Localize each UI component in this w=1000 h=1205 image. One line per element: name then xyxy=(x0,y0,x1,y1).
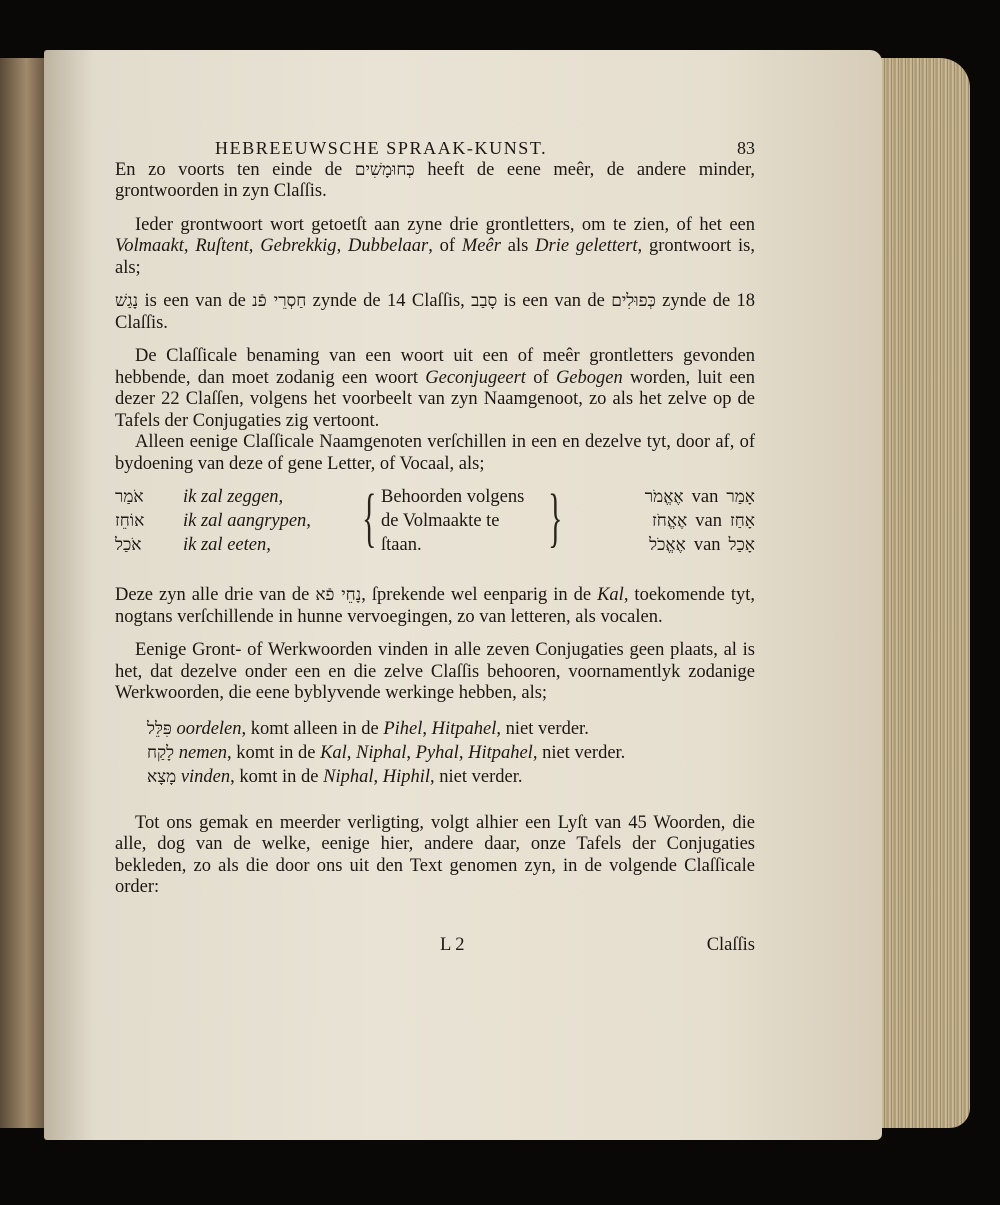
verb-example xyxy=(147,717,755,741)
term: Volmaakt xyxy=(115,236,184,256)
term: Geconjugeert xyxy=(425,367,526,388)
hebrew-word: סָבַב xyxy=(471,291,498,311)
punct: , xyxy=(373,766,379,787)
text-run: De Claſſicale benaming van een woort uit een of meêr grontletters gevonden hebbende, dan moet zodanig een woort xyxy=(115,346,755,388)
punct: , xyxy=(248,236,254,256)
example-right-column xyxy=(567,485,755,557)
hebrew-word: אֶאֱחֹז xyxy=(652,511,688,531)
punct: , xyxy=(336,236,342,256)
term: Kal xyxy=(320,742,347,763)
hebrew-word: אָכַל xyxy=(728,535,755,555)
hebrew-word: לָקַח xyxy=(147,742,175,763)
paragraph-4 xyxy=(115,346,755,432)
text-run: , komt alleen in de xyxy=(241,718,379,739)
hebrew-word: כְּחוּמָשִׁים xyxy=(354,159,415,180)
hebrew-word: אֹמַר xyxy=(115,487,144,507)
page-text xyxy=(115,138,755,956)
term: Dubbelaar xyxy=(348,236,429,256)
running-title: HEBREEUWSCHE SPRAAK-KUNST. xyxy=(215,138,548,158)
text-run: als xyxy=(507,236,529,256)
example-row xyxy=(115,509,355,533)
term: Gebogen xyxy=(555,367,623,388)
example-row xyxy=(115,533,355,557)
signature-mark: L 2 xyxy=(440,934,465,955)
hebrew-word: נָחֵי פֿא xyxy=(315,585,362,605)
text-run: van xyxy=(691,487,719,507)
left-brace: { xyxy=(362,481,377,554)
term: Ruſtent xyxy=(195,236,249,256)
text-run: Behoorden volgens xyxy=(381,487,525,507)
text-run: , toekomende tyt, nogtans verſchillende in hunne vervoegingen, zo van letteren, als vocalen. xyxy=(115,585,756,627)
hebrew-word: פִּלֵּל xyxy=(147,718,172,739)
term: Hiphil xyxy=(382,766,431,787)
paragraph-7: Eenige Gront- of Werkwoorden vinden in alle zeven Conjugaties geen plaats, al is het, dat dezelve onder een en die zelve Claſſis behooren, voornamentlyk zodanige Werkwoorden, die eene byblyvende werkinge hebben, als; xyxy=(115,640,755,703)
facing-page-edge xyxy=(0,58,44,1128)
text-run: ſtaan. xyxy=(381,535,422,555)
text-run: de Volmaakte te xyxy=(381,511,500,531)
punct: , xyxy=(406,742,412,763)
right-brace: } xyxy=(548,481,563,554)
paragraph-1 xyxy=(115,160,755,203)
hebrew-word: כְּפוּלִים xyxy=(611,291,656,311)
text-run: zynde de 14 Claſſis, xyxy=(312,291,465,311)
term: Niphal xyxy=(356,742,407,763)
meaning: nemen xyxy=(178,742,228,763)
hebrew-word: אָחַז xyxy=(729,511,755,531)
page-footer xyxy=(115,935,755,957)
catchword: Claſſis xyxy=(706,934,755,955)
term: Hitpahel xyxy=(468,742,533,763)
text-run: , niet verder. xyxy=(496,718,589,739)
punct: , xyxy=(346,742,352,763)
term: Pyhal xyxy=(415,742,459,763)
meaning: ik zal zeggen, xyxy=(183,487,284,507)
term: Drie gelettert xyxy=(535,236,638,256)
hebrew-word: חַסְרֵי פֿנ xyxy=(252,291,307,311)
punct: , xyxy=(458,742,464,763)
hebrew-word: אֹכַל xyxy=(115,535,142,555)
hebrew-word: אָמַר xyxy=(726,487,755,507)
text-run: Ieder grontwoort wort getoetſt aan zyne drie grontletters, om te zien, of het een xyxy=(135,214,755,235)
text-run: of xyxy=(533,367,549,388)
running-header xyxy=(115,138,755,160)
term: Niphal xyxy=(323,766,374,787)
text-run: , grontwoort is, als; xyxy=(115,236,756,278)
hebrew-word: נָגַשׁ xyxy=(115,291,139,311)
paragraph-8: Tot ons gemak en meerder verligting, volgt alhier een Lyſt van 45 Woorden, die alle, dog van de welke, eenige hier, andere daar, onze Tafels der Conjugaties bekleden, zo als die door ons uit den Text genomen zyn, in de volgende Claſſicale order: xyxy=(115,812,755,897)
text-run: , niet verder. xyxy=(430,766,523,787)
term: Kal xyxy=(597,585,624,605)
text-run: van xyxy=(695,511,722,531)
paragraph-5: Alleen eenige Claſſicale Naamgenoten verſchillen in een en dezelve tyt, door af, of bydoening van deze of gene Letter, of Vocaal, als; xyxy=(115,432,755,474)
example-table xyxy=(115,481,755,557)
text-run: worden, luit een dezer 22 Claſſen, volgens het voorbeelt van zyn Naamgenoot, zo als het zelve op de Tafels der Conjugaties zig vertoont. xyxy=(115,367,756,431)
hebrew-word: אֶאֱכֹל xyxy=(649,535,686,555)
verb-example xyxy=(147,765,755,789)
hebrew-word: אוֹחֵז xyxy=(115,511,145,531)
text-run: , komt in de xyxy=(227,742,316,763)
punct: , xyxy=(422,718,427,739)
page-number: 83 xyxy=(737,138,755,158)
meaning: oordelen xyxy=(176,718,242,739)
example-row xyxy=(567,485,755,509)
example-left-column xyxy=(115,485,355,557)
meaning: ik zal aangrypen, xyxy=(183,511,311,531)
text-run: , komt in de xyxy=(230,766,319,787)
text-run: heeft de eene meêr, de andere minder, grontwoorden in zyn Claſſis. xyxy=(115,159,755,201)
term: Pihel xyxy=(383,718,423,739)
hebrew-word: אֶאֱמֹר xyxy=(644,487,684,507)
meaning: vinden xyxy=(180,766,231,787)
text-run: zynde de 18 Claſſis. xyxy=(115,291,756,333)
text-run: is een van de xyxy=(503,291,605,311)
punct: , of xyxy=(428,236,456,256)
verb-example xyxy=(147,741,755,765)
meaning: ik zal eeten, xyxy=(183,535,271,555)
text-run: En zo voorts ten einde de xyxy=(115,159,343,180)
text-run: , ſprekende wel eenparig in de xyxy=(361,585,592,605)
example-row xyxy=(567,533,755,557)
paragraph-3 xyxy=(115,291,755,334)
text-run: Deze zyn alle drie van de xyxy=(115,585,310,605)
text-run: is een van de xyxy=(144,291,246,311)
term: Hitpahel xyxy=(431,718,497,739)
example-row xyxy=(115,485,355,509)
paragraph-2 xyxy=(115,215,755,280)
term: Gebrekkig xyxy=(260,236,337,256)
text-run: , niet verder. xyxy=(532,742,626,763)
punct: , xyxy=(183,236,189,256)
example-middle-column xyxy=(381,485,541,557)
text-run: van xyxy=(693,535,721,555)
hebrew-word: מָצָא xyxy=(147,766,177,787)
verb-examples xyxy=(147,717,755,789)
page-fore-edge xyxy=(878,58,970,1128)
term: Meêr xyxy=(461,236,501,256)
example-row xyxy=(567,509,755,533)
paragraph-6 xyxy=(115,585,755,628)
